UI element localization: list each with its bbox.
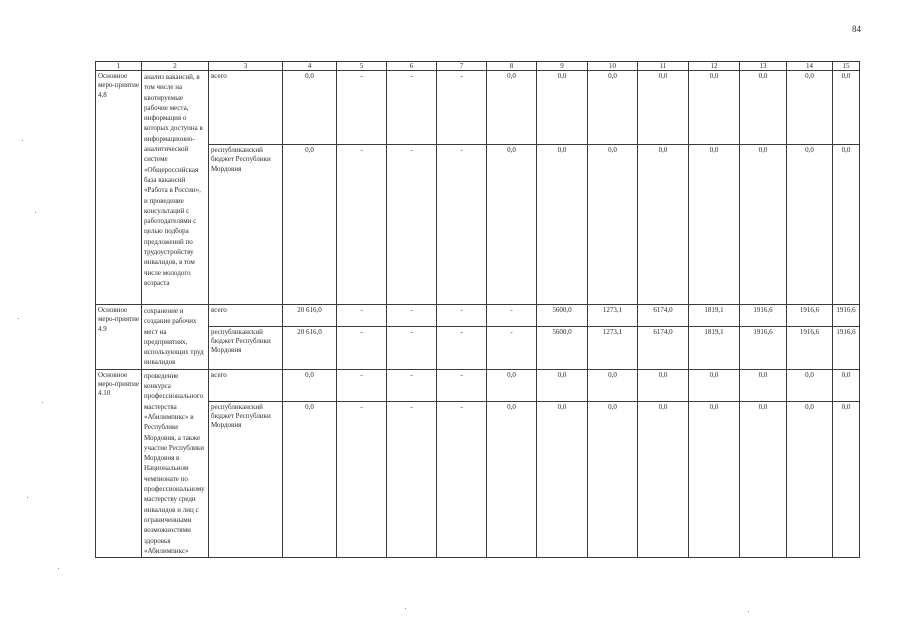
header-cell-11: 11 bbox=[638, 62, 689, 71]
value-cell: - bbox=[487, 305, 537, 327]
value-cell: 20 616,0 bbox=[283, 305, 337, 327]
value-cell: 5600,0 bbox=[537, 326, 588, 369]
measure-cell: Основное меро-приятие 4.9 bbox=[96, 305, 142, 370]
value-cell: - bbox=[487, 326, 537, 369]
value-cell: 0,0 bbox=[833, 145, 860, 305]
value-cell: 0,0 bbox=[588, 71, 638, 145]
value-cell: 1916,6 bbox=[833, 305, 860, 327]
header-cell-12: 12 bbox=[689, 62, 740, 71]
value-cell: - bbox=[387, 326, 437, 369]
value-cell: 0,0 bbox=[787, 145, 833, 305]
header-cell-14: 14 bbox=[787, 62, 833, 71]
value-cell: 0,0 bbox=[787, 71, 833, 145]
value-cell: 0,0 bbox=[833, 369, 860, 401]
funding-source-cell: всего bbox=[209, 305, 283, 327]
value-cell: - bbox=[337, 326, 387, 369]
value-cell: 0,0 bbox=[638, 401, 689, 558]
value-cell: 0,0 bbox=[740, 145, 787, 305]
value-cell: 0,0 bbox=[689, 369, 740, 401]
value-cell: 0,0 bbox=[537, 401, 588, 558]
value-cell: 0,0 bbox=[537, 71, 588, 145]
value-cell: 1819,1 bbox=[689, 326, 740, 369]
value-cell: 0,0 bbox=[588, 401, 638, 558]
table-row bbox=[96, 305, 860, 327]
value-cell: - bbox=[337, 369, 387, 401]
value-cell: 6174,0 bbox=[638, 326, 689, 369]
header-cell-6: 6 bbox=[387, 62, 437, 71]
value-cell: - bbox=[437, 401, 487, 558]
value-cell: 0,0 bbox=[740, 369, 787, 401]
header-cell-9: 9 bbox=[537, 62, 588, 71]
value-cell: 0,0 bbox=[740, 71, 787, 145]
funding-source-cell: всего bbox=[209, 369, 283, 401]
header-cell-15: 15 bbox=[833, 62, 860, 71]
funding-source-cell: республиканский бюджет Республики Мордовия bbox=[209, 401, 283, 558]
header-cell-13: 13 bbox=[740, 62, 787, 71]
value-cell: - bbox=[437, 369, 487, 401]
funding-source-cell: республиканский бюджет Республики Мордовия bbox=[209, 326, 283, 369]
value-cell: 0,0 bbox=[283, 369, 337, 401]
value-cell: 0,0 bbox=[740, 401, 787, 558]
value-cell: 0,0 bbox=[689, 145, 740, 305]
value-cell: 0,0 bbox=[833, 401, 860, 558]
value-cell: 0,0 bbox=[787, 401, 833, 558]
value-cell: 0,0 bbox=[487, 71, 537, 145]
table-row bbox=[96, 71, 860, 145]
value-cell: 0,0 bbox=[487, 369, 537, 401]
value-cell: - bbox=[387, 71, 437, 145]
value-cell: 0,0 bbox=[487, 401, 537, 558]
value-cell: - bbox=[437, 305, 487, 327]
value-cell: 0,0 bbox=[689, 401, 740, 558]
page-number: 84 bbox=[852, 24, 861, 34]
value-cell: 0,0 bbox=[833, 71, 860, 145]
description-cell: проведение конкурса профессионального мастерства «Абилимпикс» в Республике Мордовия, а также участие Республики Мордовия в Национальном чемпионате по профессиональному мастерству среди инвалидов и лиц с ограниченными возможностями здоровья «Абилимпикс» bbox=[142, 369, 209, 557]
value-cell: 1916,6 bbox=[787, 326, 833, 369]
funding-table bbox=[95, 61, 860, 558]
header-cell-5: 5 bbox=[337, 62, 387, 71]
table-row bbox=[96, 326, 860, 369]
header-cell-1: 1 bbox=[96, 62, 142, 71]
value-cell: - bbox=[337, 145, 387, 305]
value-cell: 1819,1 bbox=[689, 305, 740, 327]
value-cell: 0,0 bbox=[487, 145, 537, 305]
value-cell: 0,0 bbox=[638, 71, 689, 145]
value-cell: 1916,6 bbox=[740, 305, 787, 327]
table-row bbox=[96, 369, 860, 401]
header-cell-7: 7 bbox=[437, 62, 487, 71]
value-cell: - bbox=[387, 369, 437, 401]
value-cell: 6174,0 bbox=[638, 305, 689, 327]
value-cell: - bbox=[337, 305, 387, 327]
value-cell: 0,0 bbox=[283, 145, 337, 305]
header-cell-4: 4 bbox=[283, 62, 337, 71]
value-cell: - bbox=[437, 71, 487, 145]
description-cell: сохранение и создание рабочих мест на предприятиях, использующих труд инвалидов bbox=[142, 305, 209, 370]
measure-cell: Основное меро-приятие 4.10 bbox=[96, 369, 142, 557]
measure-cell: Основное меро-приятие 4.8 bbox=[96, 71, 142, 305]
value-cell: 0,0 bbox=[537, 145, 588, 305]
header-cell-10: 10 bbox=[588, 62, 638, 71]
value-cell: 1916,6 bbox=[740, 326, 787, 369]
header-row bbox=[96, 62, 860, 71]
value-cell: - bbox=[437, 145, 487, 305]
value-cell: - bbox=[337, 401, 387, 558]
description-cell: анализ вакансий, в том числе на квотируемые рабочие места, информация о которых доступна в информационно-аналитической системе «Общероссийская база вакансий «Работа в России», и проведение консультаций с работодателями с целью подбора предложений по трудоустройству инвалидов, в том числе молодого возраста bbox=[142, 71, 209, 305]
value-cell: 0,0 bbox=[787, 369, 833, 401]
value-cell: 1916,6 bbox=[787, 305, 833, 327]
value-cell: - bbox=[387, 145, 437, 305]
value-cell: 1916,6 bbox=[833, 326, 860, 369]
header-cell-8: 8 bbox=[487, 62, 537, 71]
value-cell: - bbox=[387, 305, 437, 327]
header-cell-2: 2 bbox=[142, 62, 209, 71]
value-cell: 0,0 bbox=[588, 145, 638, 305]
value-cell: 1273,1 bbox=[588, 305, 638, 327]
value-cell: 20 616,0 bbox=[283, 326, 337, 369]
value-cell: 0,0 bbox=[689, 71, 740, 145]
value-cell: 0,0 bbox=[638, 145, 689, 305]
value-cell: - bbox=[337, 71, 387, 145]
funding-source-cell: республиканский бюджет Республики Мордовия bbox=[209, 145, 283, 305]
value-cell: 0,0 bbox=[537, 369, 588, 401]
value-cell: 0,0 bbox=[638, 369, 689, 401]
value-cell: 0,0 bbox=[283, 71, 337, 145]
value-cell: - bbox=[387, 401, 437, 558]
table-row bbox=[96, 145, 860, 305]
table-row bbox=[96, 401, 860, 558]
value-cell: 0,0 bbox=[283, 401, 337, 558]
value-cell: - bbox=[437, 326, 487, 369]
funding-source-cell: всего bbox=[209, 71, 283, 145]
header-cell-3: 3 bbox=[209, 62, 283, 71]
value-cell: 5600,0 bbox=[537, 305, 588, 327]
value-cell: 1273,1 bbox=[588, 326, 638, 369]
value-cell: 0,0 bbox=[588, 369, 638, 401]
